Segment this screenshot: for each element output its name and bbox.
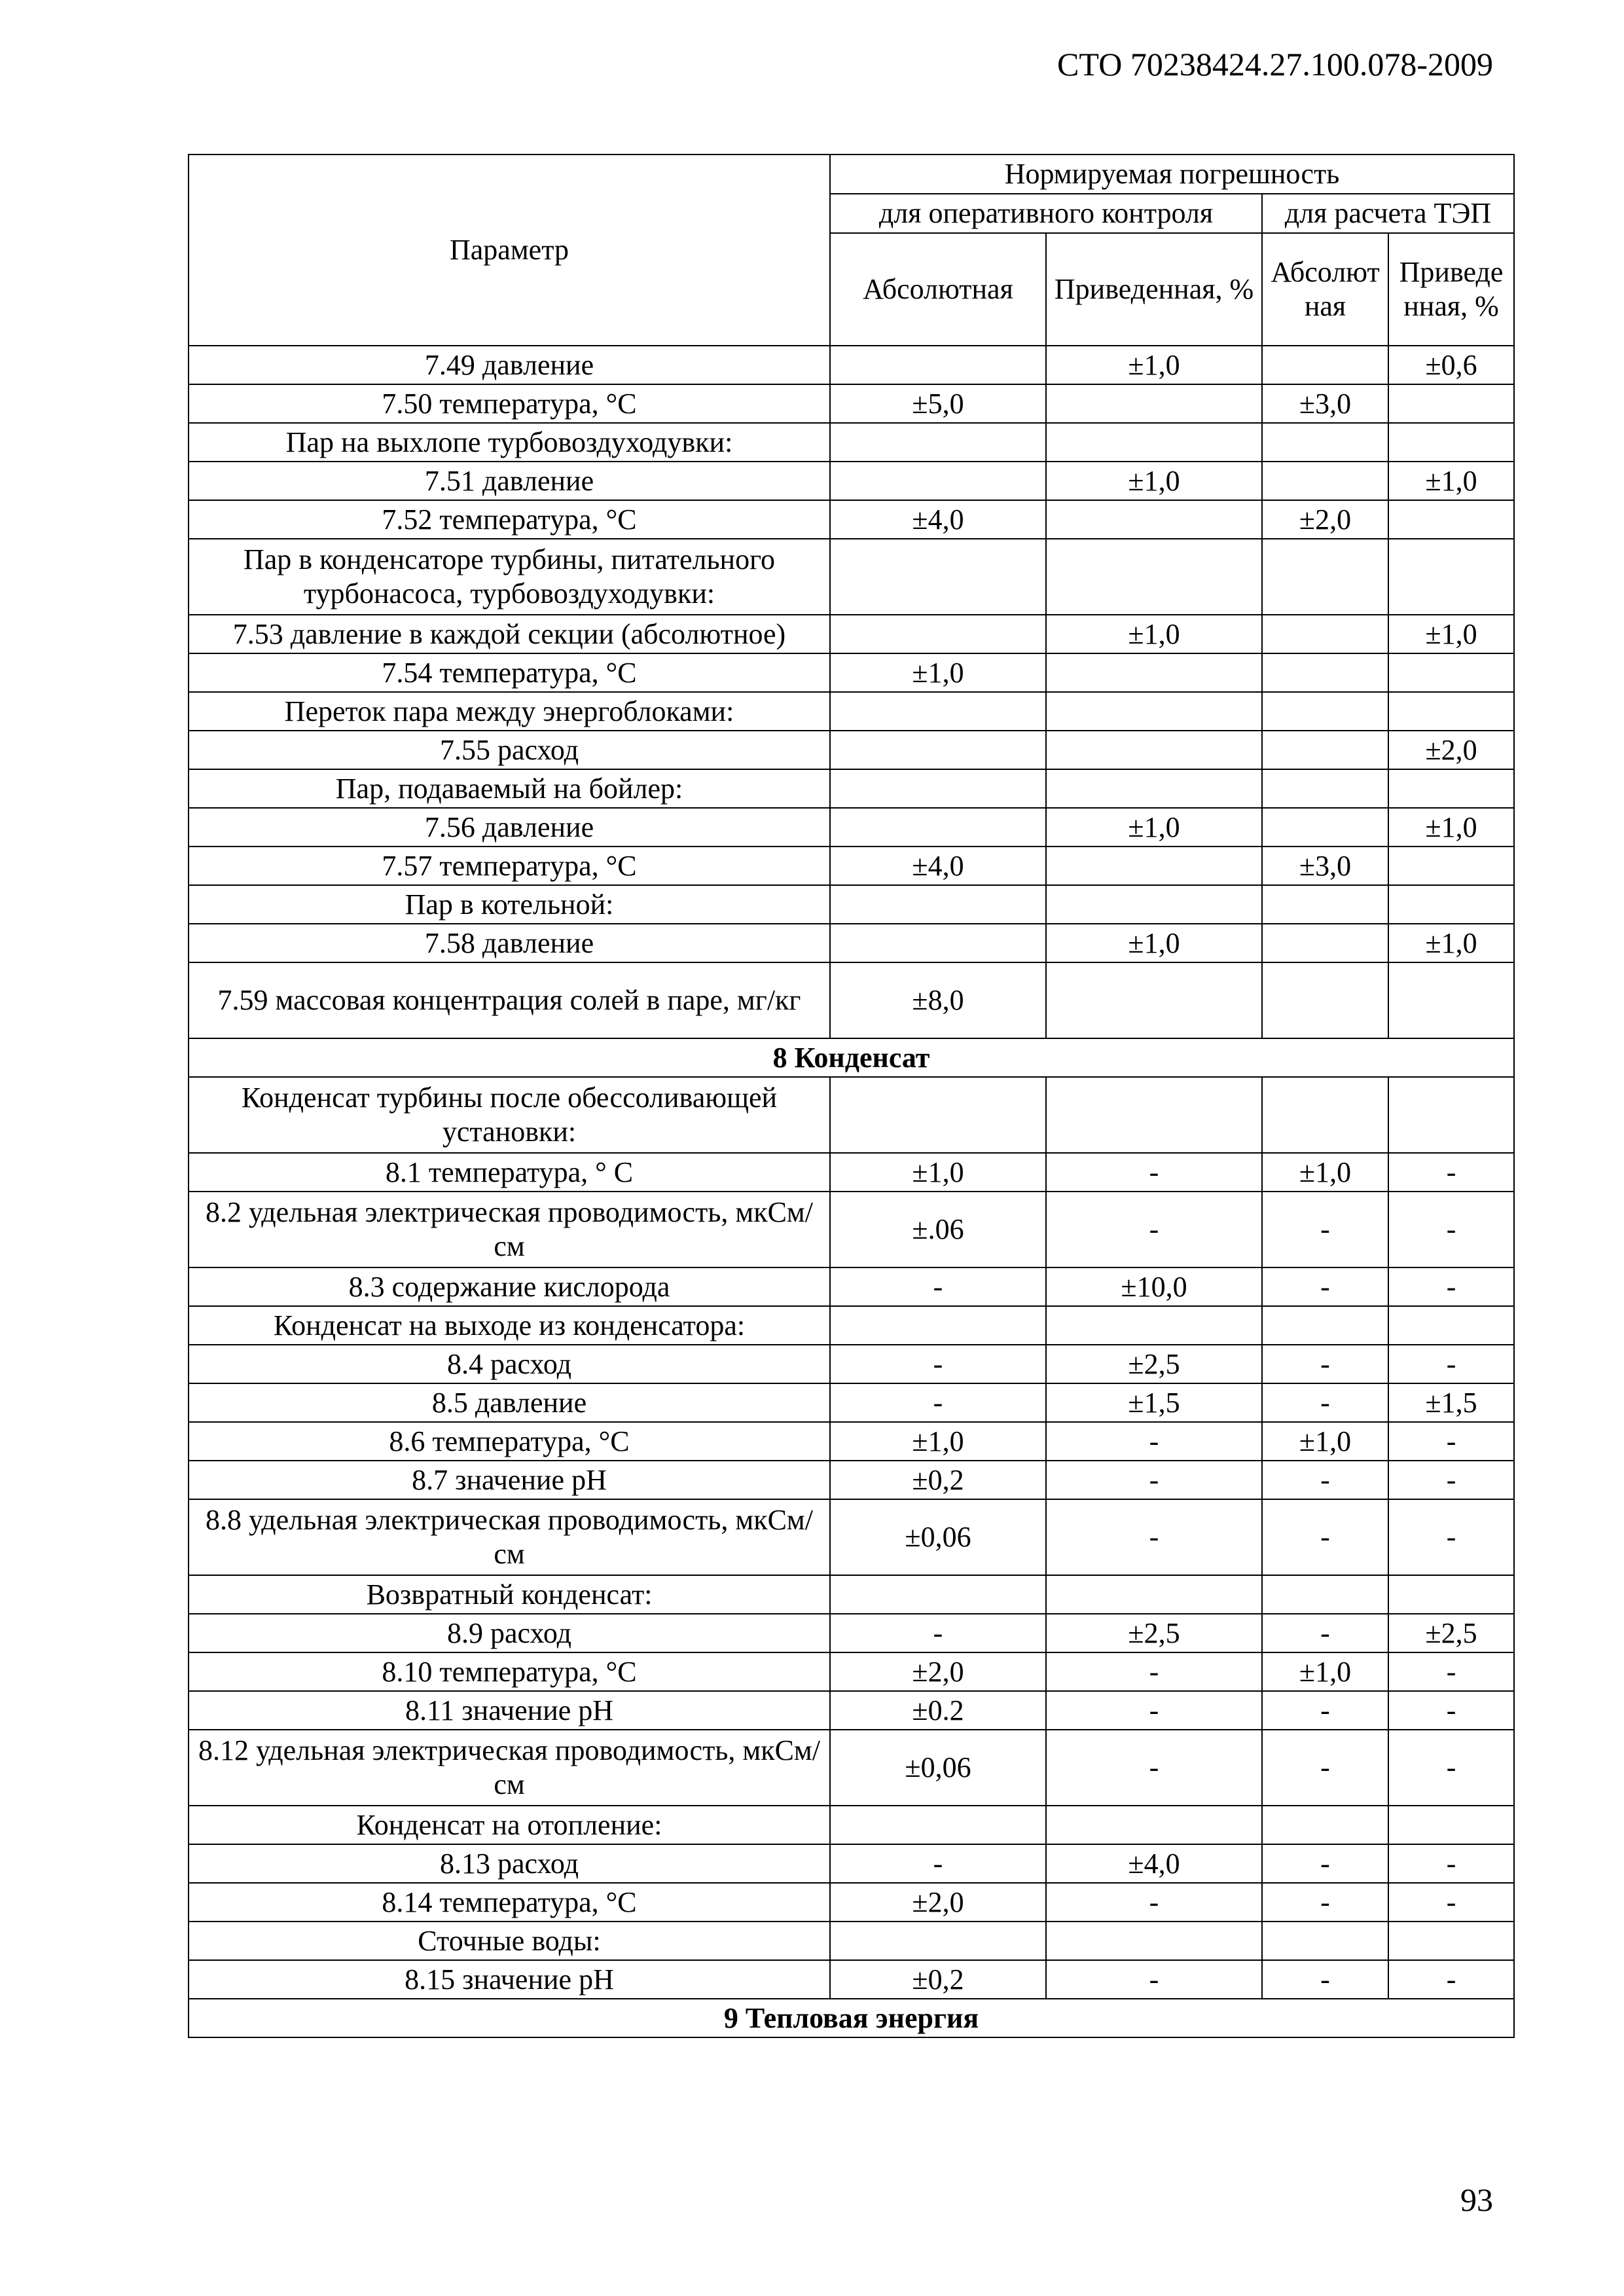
table-row	[189, 769, 1514, 808]
reduced-tep-cell	[1388, 500, 1514, 539]
absolute-operational-cell	[830, 1575, 1046, 1614]
reduced-tep-cell	[1388, 653, 1514, 692]
absolute-operational-cell: ±2,0	[830, 1883, 1046, 1922]
absolute-operational-cell	[830, 423, 1046, 462]
reduced-operational-cell	[1046, 731, 1262, 769]
table-row	[189, 1922, 1514, 1960]
absolute-operational-cell: ±5,0	[830, 384, 1046, 423]
absolute-tep-cell: -	[1262, 1730, 1388, 1806]
header-reduced-tep: Приведенная, %	[1388, 233, 1514, 346]
table-row	[189, 1960, 1514, 1999]
parameter-cell: 8.10 температура, °С	[189, 1652, 830, 1691]
reduced-tep-cell: -	[1388, 1153, 1514, 1192]
absolute-operational-cell: ±0,2	[830, 1461, 1046, 1499]
reduced-operational-cell	[1046, 500, 1262, 539]
reduced-tep-cell	[1388, 692, 1514, 731]
reduced-operational-cell	[1046, 769, 1262, 808]
reduced-tep-cell	[1388, 1077, 1514, 1153]
parameter-cell: 7.49 давление	[189, 346, 830, 384]
absolute-tep-cell: ±3,0	[1262, 847, 1388, 885]
reduced-operational-cell: ±1,0	[1046, 615, 1262, 653]
table-row	[189, 808, 1514, 847]
reduced-tep-cell	[1388, 1922, 1514, 1960]
reduced-operational-cell: -	[1046, 1192, 1262, 1267]
table-row	[189, 962, 1514, 1038]
reduced-tep-cell	[1388, 1806, 1514, 1844]
parameter-cell: Конденсат на отопление:	[189, 1806, 830, 1844]
table-row	[189, 1422, 1514, 1461]
table-row	[189, 653, 1514, 692]
absolute-operational-cell	[830, 1306, 1046, 1345]
absolute-tep-cell	[1262, 1306, 1388, 1345]
absolute-tep-cell	[1262, 769, 1388, 808]
table-header	[189, 155, 1514, 346]
parameter-cell: 7.52 температура, °С	[189, 500, 830, 539]
parameter-cell: 7.56 давление	[189, 808, 830, 847]
reduced-tep-cell: ±0,6	[1388, 346, 1514, 384]
reduced-tep-cell	[1388, 962, 1514, 1038]
parameter-cell: Пар, подаваемый на бойлер:	[189, 769, 830, 808]
parameter-cell: Конденсат на выходе из конденсатора:	[189, 1306, 830, 1345]
absolute-operational-cell	[830, 808, 1046, 847]
absolute-operational-cell	[830, 1806, 1046, 1844]
absolute-operational-cell	[830, 924, 1046, 962]
reduced-tep-cell: -	[1388, 1345, 1514, 1383]
reduced-operational-cell	[1046, 1575, 1262, 1614]
absolute-operational-cell	[830, 769, 1046, 808]
header-normalized-error: Нормируемая погрешность	[830, 155, 1514, 194]
table-row	[189, 1153, 1514, 1192]
reduced-operational-cell	[1046, 539, 1262, 615]
reduced-operational-cell: -	[1046, 1960, 1262, 1999]
absolute-operational-cell: -	[830, 1614, 1046, 1652]
absolute-tep-cell: -	[1262, 1461, 1388, 1499]
table-row	[189, 1730, 1514, 1806]
parameter-cell: 8.9 расход	[189, 1614, 830, 1652]
absolute-operational-cell	[830, 1922, 1046, 1960]
absolute-operational-cell: ±.06	[830, 1192, 1046, 1267]
reduced-tep-cell: -	[1388, 1267, 1514, 1306]
absolute-operational-cell: -	[830, 1267, 1046, 1306]
reduced-operational-cell: -	[1046, 1652, 1262, 1691]
table-row	[189, 1614, 1514, 1652]
table-row	[189, 1499, 1514, 1575]
absolute-operational-cell: ±0,06	[830, 1730, 1046, 1806]
parameter-cell: 8.5 давление	[189, 1383, 830, 1422]
reduced-tep-cell	[1388, 1575, 1514, 1614]
absolute-operational-cell: ±1,0	[830, 1422, 1046, 1461]
table-row	[189, 1345, 1514, 1383]
reduced-tep-cell: ±1,0	[1388, 808, 1514, 847]
reduced-operational-cell: -	[1046, 1730, 1262, 1806]
reduced-operational-cell: ±1,0	[1046, 462, 1262, 500]
document-code: СТО 70238424.27.100.078-2009	[1057, 46, 1493, 82]
reduced-tep-cell	[1388, 847, 1514, 885]
reduced-operational-cell	[1046, 885, 1262, 924]
table-row	[189, 1806, 1514, 1844]
parameter-cell: Пар на выхлопе турбовоздуходувки:	[189, 423, 830, 462]
table-row	[189, 1691, 1514, 1730]
parameter-cell: 8.4 расход	[189, 1345, 830, 1383]
absolute-tep-cell	[1262, 462, 1388, 500]
parameter-cell: 7.51 давление	[189, 462, 830, 500]
table-row	[189, 1077, 1514, 1153]
absolute-tep-cell	[1262, 346, 1388, 384]
parameter-cell: 8.3 содержание кислорода	[189, 1267, 830, 1306]
reduced-tep-cell: -	[1388, 1422, 1514, 1461]
table-row	[189, 1883, 1514, 1922]
reduced-operational-cell: ±10,0	[1046, 1267, 1262, 1306]
reduced-operational-cell	[1046, 1922, 1262, 1960]
absolute-tep-cell	[1262, 1077, 1388, 1153]
absolute-operational-cell: ±4,0	[830, 500, 1046, 539]
absolute-operational-cell: -	[830, 1383, 1046, 1422]
reduced-tep-cell: -	[1388, 1883, 1514, 1922]
table-row	[189, 462, 1514, 500]
header-reduced-operational: Приведенная, %	[1046, 233, 1262, 346]
absolute-tep-cell: ±1,0	[1262, 1422, 1388, 1461]
reduced-tep-cell	[1388, 769, 1514, 808]
reduced-operational-cell: ±1,5	[1046, 1383, 1262, 1422]
parameter-cell: 7.53 давление в каждой секции (абсолютное)	[189, 615, 830, 653]
reduced-tep-cell	[1388, 885, 1514, 924]
table-row	[189, 847, 1514, 885]
reduced-tep-cell: ±2,5	[1388, 1614, 1514, 1652]
reduced-operational-cell	[1046, 653, 1262, 692]
absolute-operational-cell: ±8,0	[830, 962, 1046, 1038]
reduced-tep-cell: -	[1388, 1960, 1514, 1999]
absolute-tep-cell: ±3,0	[1262, 384, 1388, 423]
parameter-cell: 8.12 удельная электрическая проводимость, мкСм/см	[189, 1730, 830, 1806]
absolute-operational-cell: ±2,0	[830, 1652, 1046, 1691]
absolute-tep-cell	[1262, 1806, 1388, 1844]
reduced-operational-cell: -	[1046, 1461, 1262, 1499]
absolute-operational-cell: ±1,0	[830, 653, 1046, 692]
table-row	[189, 1575, 1514, 1614]
parameter-cell: 8.15 значение pH	[189, 1960, 830, 1999]
absolute-operational-cell: ±0,2	[830, 1960, 1046, 1999]
reduced-tep-cell: -	[1388, 1192, 1514, 1267]
parameter-cell: 7.50 температура, °С	[189, 384, 830, 423]
section-row	[189, 1038, 1514, 1077]
reduced-operational-cell: -	[1046, 1422, 1262, 1461]
absolute-tep-cell: -	[1262, 1844, 1388, 1883]
reduced-tep-cell: ±1,0	[1388, 462, 1514, 500]
table-row	[189, 500, 1514, 539]
section-title: 9 Тепловая энергия	[189, 1999, 1514, 2037]
reduced-tep-cell: ±2,0	[1388, 731, 1514, 769]
absolute-tep-cell	[1262, 539, 1388, 615]
absolute-operational-cell	[830, 692, 1046, 731]
table-row	[189, 924, 1514, 962]
absolute-operational-cell	[830, 346, 1046, 384]
header-absolute-operational: Абсолютная	[830, 233, 1046, 346]
absolute-tep-cell	[1262, 423, 1388, 462]
absolute-tep-cell	[1262, 924, 1388, 962]
absolute-tep-cell: -	[1262, 1499, 1388, 1575]
reduced-operational-cell: -	[1046, 1499, 1262, 1575]
absolute-tep-cell	[1262, 1575, 1388, 1614]
parameter-cell: 7.58 давление	[189, 924, 830, 962]
reduced-operational-cell: -	[1046, 1153, 1262, 1192]
absolute-tep-cell	[1262, 808, 1388, 847]
reduced-tep-cell: ±1,0	[1388, 924, 1514, 962]
absolute-tep-cell	[1262, 885, 1388, 924]
absolute-operational-cell	[830, 1077, 1046, 1153]
parameter-cell: 8.11 значение pH	[189, 1691, 830, 1730]
reduced-operational-cell	[1046, 1077, 1262, 1153]
absolute-tep-cell	[1262, 731, 1388, 769]
table-row	[189, 1192, 1514, 1267]
table-row	[189, 346, 1514, 384]
absolute-operational-cell	[830, 885, 1046, 924]
parameter-cell: 7.59 массовая концентрация солей в паре, мг/кг	[189, 962, 830, 1038]
absolute-tep-cell: -	[1262, 1883, 1388, 1922]
absolute-operational-cell: ±0.2	[830, 1691, 1046, 1730]
parameter-cell: 8.13 расход	[189, 1844, 830, 1883]
reduced-tep-cell: -	[1388, 1499, 1514, 1575]
parameter-cell: Конденсат турбины после обессоливающей установки:	[189, 1077, 830, 1153]
parameter-cell: 8.7 значение pH	[189, 1461, 830, 1499]
reduced-operational-cell	[1046, 1806, 1262, 1844]
reduced-operational-cell	[1046, 1306, 1262, 1345]
reduced-operational-cell: ±1,0	[1046, 924, 1262, 962]
reduced-operational-cell: -	[1046, 1691, 1262, 1730]
reduced-tep-cell: ±1,5	[1388, 1383, 1514, 1422]
header-tep-calculation: для расчета ТЭП	[1262, 194, 1514, 233]
reduced-tep-cell: -	[1388, 1730, 1514, 1806]
parameter-cell: 7.54 температура, °С	[189, 653, 830, 692]
reduced-operational-cell	[1046, 423, 1262, 462]
absolute-operational-cell	[830, 539, 1046, 615]
absolute-tep-cell: -	[1262, 1383, 1388, 1422]
table-row	[189, 1267, 1514, 1306]
table-row	[189, 615, 1514, 653]
section-row	[189, 1999, 1514, 2037]
table-row	[189, 1461, 1514, 1499]
parameter-cell: 8.8 удельная электрическая проводимость, мкСм/см	[189, 1499, 830, 1575]
reduced-operational-cell: ±4,0	[1046, 1844, 1262, 1883]
accuracy-table	[188, 154, 1515, 2038]
reduced-tep-cell: -	[1388, 1844, 1514, 1883]
header-operational-control: для оперативного контроля	[830, 194, 1262, 233]
absolute-tep-cell: ±1,0	[1262, 1652, 1388, 1691]
absolute-tep-cell	[1262, 1922, 1388, 1960]
parameter-cell: 8.6 температура, °С	[189, 1422, 830, 1461]
page-number: 93	[1460, 2181, 1493, 2218]
absolute-tep-cell: -	[1262, 1614, 1388, 1652]
reduced-operational-cell: -	[1046, 1883, 1262, 1922]
table-row	[189, 384, 1514, 423]
absolute-operational-cell: -	[830, 1844, 1046, 1883]
table-row	[189, 423, 1514, 462]
parameter-cell: 8.14 температура, °С	[189, 1883, 830, 1922]
parameter-cell: Пар в котельной:	[189, 885, 830, 924]
reduced-operational-cell	[1046, 692, 1262, 731]
reduced-operational-cell	[1046, 962, 1262, 1038]
table-row	[189, 539, 1514, 615]
reduced-operational-cell	[1046, 384, 1262, 423]
absolute-operational-cell: -	[830, 1345, 1046, 1383]
absolute-operational-cell: ±0,06	[830, 1499, 1046, 1575]
absolute-operational-cell	[830, 615, 1046, 653]
reduced-tep-cell: -	[1388, 1652, 1514, 1691]
table-row	[189, 1844, 1514, 1883]
absolute-operational-cell: ±4,0	[830, 847, 1046, 885]
absolute-tep-cell: -	[1262, 1691, 1388, 1730]
absolute-tep-cell: -	[1262, 1267, 1388, 1306]
header-absolute-tep: Абсолютная	[1262, 233, 1388, 346]
absolute-tep-cell: ±1,0	[1262, 1153, 1388, 1192]
table-row	[189, 731, 1514, 769]
absolute-tep-cell	[1262, 692, 1388, 731]
reduced-operational-cell	[1046, 847, 1262, 885]
table-row	[189, 885, 1514, 924]
absolute-tep-cell: -	[1262, 1192, 1388, 1267]
reduced-tep-cell: -	[1388, 1691, 1514, 1730]
absolute-operational-cell	[830, 731, 1046, 769]
parameter-cell: 7.57 температура, °С	[189, 847, 830, 885]
parameter-cell: 8.1 температура, ° С	[189, 1153, 830, 1192]
absolute-tep-cell	[1262, 615, 1388, 653]
absolute-tep-cell: -	[1262, 1345, 1388, 1383]
table-row	[189, 1383, 1514, 1422]
section-title: 8 Конденсат	[189, 1038, 1514, 1077]
absolute-operational-cell: ±1,0	[830, 1153, 1046, 1192]
absolute-tep-cell	[1262, 653, 1388, 692]
reduced-tep-cell	[1388, 1306, 1514, 1345]
parameter-cell: Переток пара между энергоблоками:	[189, 692, 830, 731]
reduced-operational-cell: ±1,0	[1046, 346, 1262, 384]
parameter-cell: 7.55 расход	[189, 731, 830, 769]
absolute-tep-cell: -	[1262, 1960, 1388, 1999]
reduced-tep-cell	[1388, 539, 1514, 615]
reduced-tep-cell	[1388, 384, 1514, 423]
reduced-tep-cell: ±1,0	[1388, 615, 1514, 653]
absolute-tep-cell: ±2,0	[1262, 500, 1388, 539]
absolute-operational-cell	[830, 462, 1046, 500]
table-row	[189, 692, 1514, 731]
reduced-operational-cell: ±2,5	[1046, 1614, 1262, 1652]
header-parameter: Параметр	[189, 155, 830, 346]
parameter-cell: Возвратный конденсат:	[189, 1575, 830, 1614]
table-body	[189, 346, 1514, 2037]
reduced-tep-cell: -	[1388, 1461, 1514, 1499]
parameter-cell: Пар в конденсаторе турбины, питательного турбонасоса, турбовоздуходувки:	[189, 539, 830, 615]
absolute-tep-cell	[1262, 962, 1388, 1038]
reduced-operational-cell: ±1,0	[1046, 808, 1262, 847]
parameter-cell: Сточные воды:	[189, 1922, 830, 1960]
table-row	[189, 1306, 1514, 1345]
table-row	[189, 1652, 1514, 1691]
reduced-tep-cell	[1388, 423, 1514, 462]
reduced-operational-cell: ±2,5	[1046, 1345, 1262, 1383]
parameter-cell: 8.2 удельная электрическая проводимость, мкСм/см	[189, 1192, 830, 1267]
